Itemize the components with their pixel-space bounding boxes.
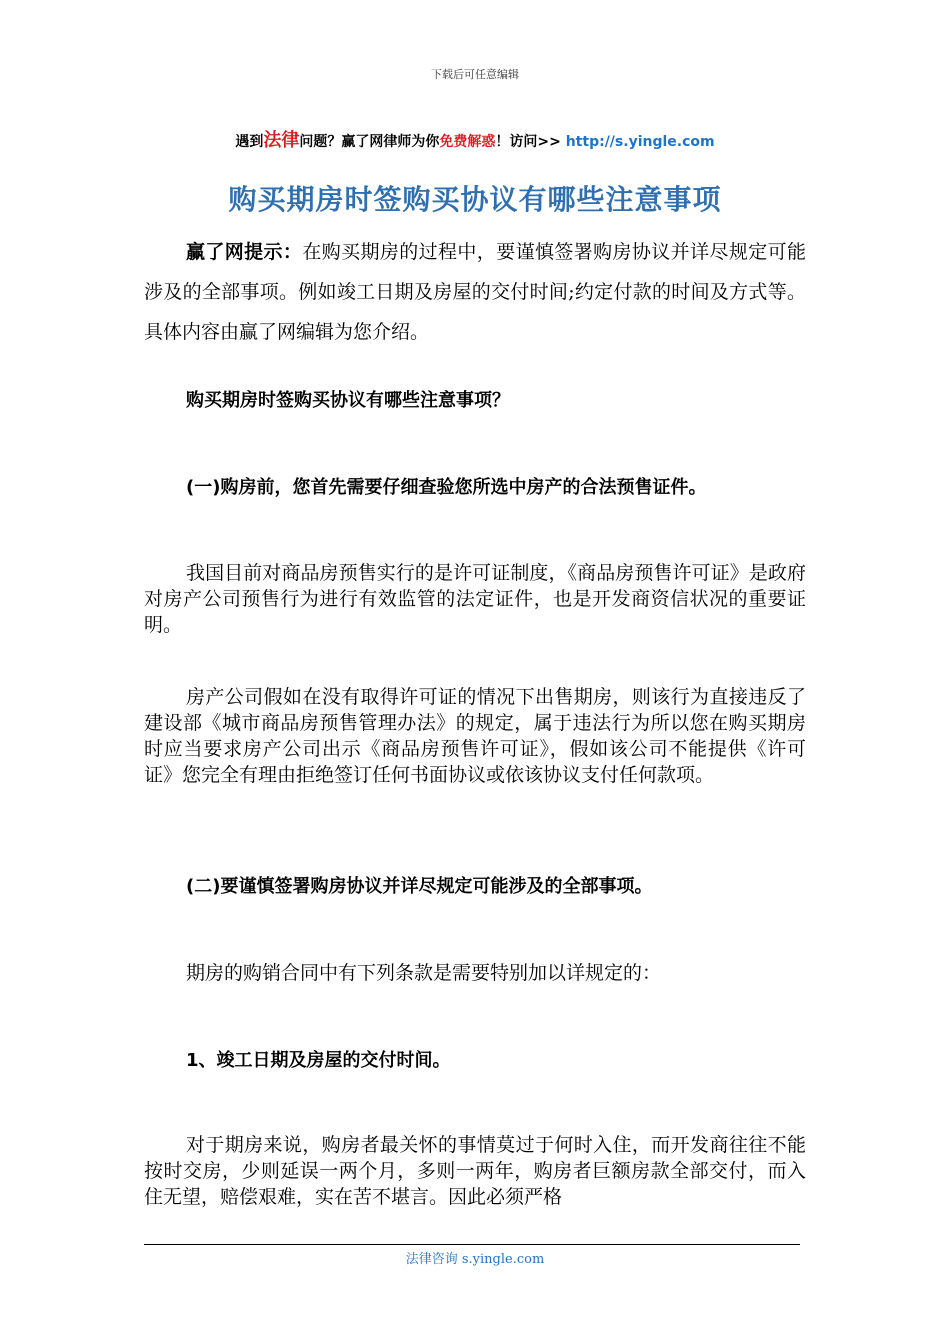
paragraph-3: 期房的购销合同中有下列条款是需要特别加以详规定的：	[186, 962, 662, 984]
intro-lead: 赢了网提示：	[186, 241, 303, 263]
paragraph-2: 房产公司假如在没有取得许可证的情况下出售期房，则该行为直接违反了建设部《城市商品房预售管理办法》的规定，属于违法行为所以您在购买期房时应当要求房产公司出示《商品房预售许可证》，假如该公司不能提供《许可证》您完全有理由拒绝签订任何书面协议或依该协议支付任何款项。	[144, 686, 806, 786]
intro-text: 在购买期房的过程中，要谨慎签署购房协议并详尽规定可能涉及的全部事项。例如竣工日期及房屋的交付时间;约定付款的时间及方式等。具体内容由赢了网编辑为您介绍。	[144, 241, 806, 343]
promo-url-link[interactable]: http://s.yingle.com	[565, 134, 715, 150]
section-heading-1: (一)购房前，您首先需要仔细查验您所选中房产的合法预售证件。	[186, 477, 707, 498]
intro-paragraph	[144, 232, 806, 352]
footer-text: 法律咨询 s.yingle.com	[405, 1252, 545, 1267]
promo-text-2: 问题？赢了网律师为你	[299, 134, 440, 150]
promo-text-1: 遇到	[235, 134, 264, 150]
promo-text-3: ！访问>>	[495, 134, 566, 150]
header-note: 下载后可任意编辑	[431, 68, 519, 81]
promo-law: 法律	[263, 130, 300, 151]
promo-banner	[0, 126, 950, 152]
promo-free: 免费解惑	[439, 134, 496, 150]
section-heading-2: (二)要谨慎签署购房协议并详尽规定可能涉及的全部事项。	[186, 876, 653, 897]
footer-divider	[144, 1244, 800, 1245]
question-heading: 购买期房时签购买协议有哪些注意事项？	[186, 390, 510, 411]
paragraph-4: 对于期房来说，购房者最关怀的事情莫过于何时入住，而开发商往往不能按时交房，少则延误一两个月，多则一两年，购房者巨额房款全部交付，而入住无望，赔偿艰难，实在苦不堪言。因此必须严格	[144, 1134, 806, 1208]
section-heading-3: 1、竣工日期及房屋的交付时间。	[186, 1050, 451, 1071]
paragraph-1: 我国目前对商品房预售实行的是许可证制度，《商品房预售许可证》是政府对房产公司预售行为进行有效监管的法定证件，也是开发商资信状况的重要证明。	[144, 562, 806, 636]
document-title: 购买期房时签购买协议有哪些注意事项	[228, 183, 722, 216]
